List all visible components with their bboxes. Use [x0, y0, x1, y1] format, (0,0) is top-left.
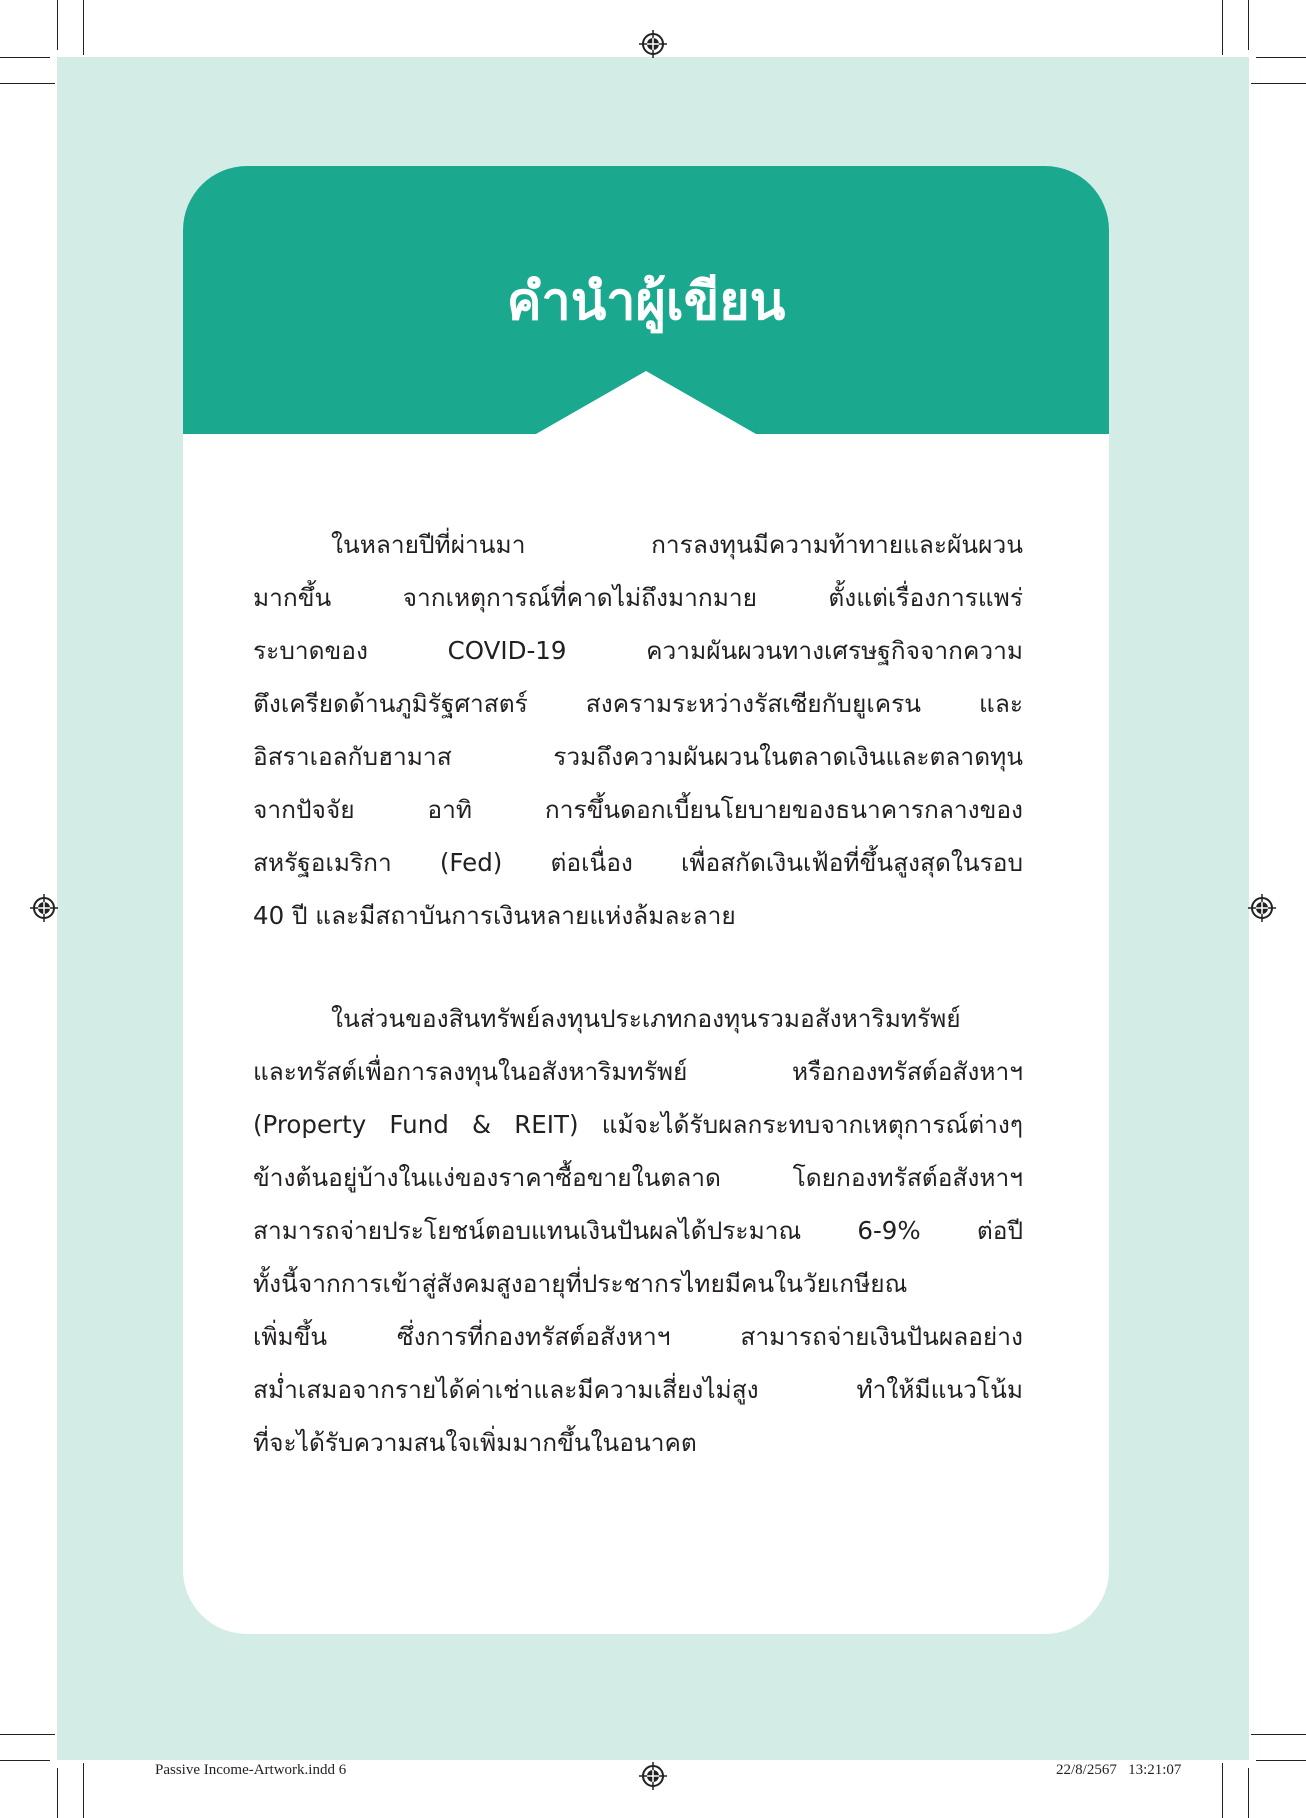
paragraph-line: ตึงเครียดด้านภูมิรัฐศาสตร์ สงครามระหว่างรัสเซียกับยูเครน และ — [253, 689, 1023, 718]
crop-mark — [0, 1734, 55, 1735]
crop-mark — [1248, 1768, 1249, 1818]
crop-mark — [1256, 1760, 1306, 1761]
paragraph-line: สหรัฐอเมริกา (Fed) ต่อเนื่อง เพื่อสกัดเงินเฟ้อที่ขึ้นสูงสุดในรอบ — [253, 848, 1023, 877]
paragraph-line: 40 ปี และมีสถาบันการเงินหลายแห่งล้มละลาย — [253, 901, 736, 930]
paragraph-line: ในหลายปีที่ผ่านมา การลงทุนมีความท้าทายและผันผวน — [331, 530, 1023, 559]
crop-mark — [1251, 1734, 1306, 1735]
paragraph-2 — [253, 992, 1023, 1469]
crop-mark — [0, 83, 55, 84]
paragraph-line: ระบาดของ COVID-19 ความผันผวนทางเศรษฐกิจจากความ — [253, 636, 1023, 665]
crop-mark — [57, 1768, 58, 1818]
paragraph-line: สามารถจ่ายประโยชน์ตอบแทนเงินปันผลได้ประมาณ 6-9% ต่อปี — [253, 1216, 1023, 1245]
registration-mark-icon — [30, 894, 58, 922]
crop-mark — [0, 1760, 50, 1761]
crop-mark — [1251, 83, 1306, 84]
crop-mark — [1248, 0, 1249, 50]
crop-mark — [57, 0, 58, 50]
slug-datetime: 22/8/2567 13:21:07 — [1056, 1762, 1182, 1778]
registration-mark-icon — [639, 30, 667, 58]
paragraph-line: ในส่วนของสินทรัพย์ลงทุนประเภทกองทุนรวมอสังหาริมทรัพย์ — [331, 1004, 961, 1033]
paragraph-1 — [253, 518, 1023, 942]
paragraph-line: ข้างต้นอยู่บ้างในแง่ของราคาซื้อขายในตลาด โดยกองทรัสต์อสังหาฯ — [253, 1163, 1023, 1192]
crop-mark — [1256, 57, 1306, 58]
content-card — [183, 166, 1109, 1634]
paragraph-line: อิสราเอลกับฮามาส รวมถึงความผันผวนในตลาดเงินและตลาดทุน — [253, 742, 1023, 771]
paragraph-line: (Property Fund & REIT) แม้จะได้รับผลกระทบจากเหตุการณ์ต่างๆ — [253, 1110, 1023, 1139]
paragraph-line: ที่จะได้รับความสนใจเพิ่มมากขึ้นในอนาคต — [253, 1428, 697, 1457]
paragraph-line: ทั้งนี้จากการเข้าสู่สังคมสูงอายุที่ประชากรไทยมีคนในวัยเกษียณ — [253, 1269, 908, 1298]
slug-filename: Passive Income-Artwork.indd 6 — [155, 1762, 347, 1778]
paragraph-line: และทรัสต์เพื่อการลงทุนในอสังหาริมทรัพย์ หรือกองทรัสต์อสังหาฯ — [253, 1057, 1023, 1086]
paragraph-line: จากปัจจัย อาทิ การขึ้นดอกเบี้ยนโยบายของธนาคารกลางของ — [253, 795, 1023, 824]
registration-mark-icon — [639, 1762, 667, 1790]
crop-mark — [83, 0, 84, 55]
page-title: คำนำผู้เขียน — [506, 272, 786, 332]
crop-mark — [1222, 1763, 1223, 1818]
crop-mark — [0, 57, 50, 58]
crop-mark — [1222, 0, 1223, 55]
crop-mark — [83, 1763, 84, 1818]
paragraph-line: เพิ่มขึ้น ซึ่งการที่กองทรัสต์อสังหาฯ สามารถจ่ายเงินปันผลอย่าง — [253, 1322, 1023, 1351]
paragraph-line: สม่ำเสมอจากรายได้ค่าเช่าและมีความเสี่ยงไม่สูง ทำให้มีแนวโน้ม — [253, 1375, 1023, 1404]
paragraph-line: มากขึ้น จากเหตุการณ์ที่คาดไม่ถึงมากมาย ตั้งแต่เรื่องการแพร่ — [253, 583, 1023, 612]
registration-mark-icon — [1248, 894, 1276, 922]
